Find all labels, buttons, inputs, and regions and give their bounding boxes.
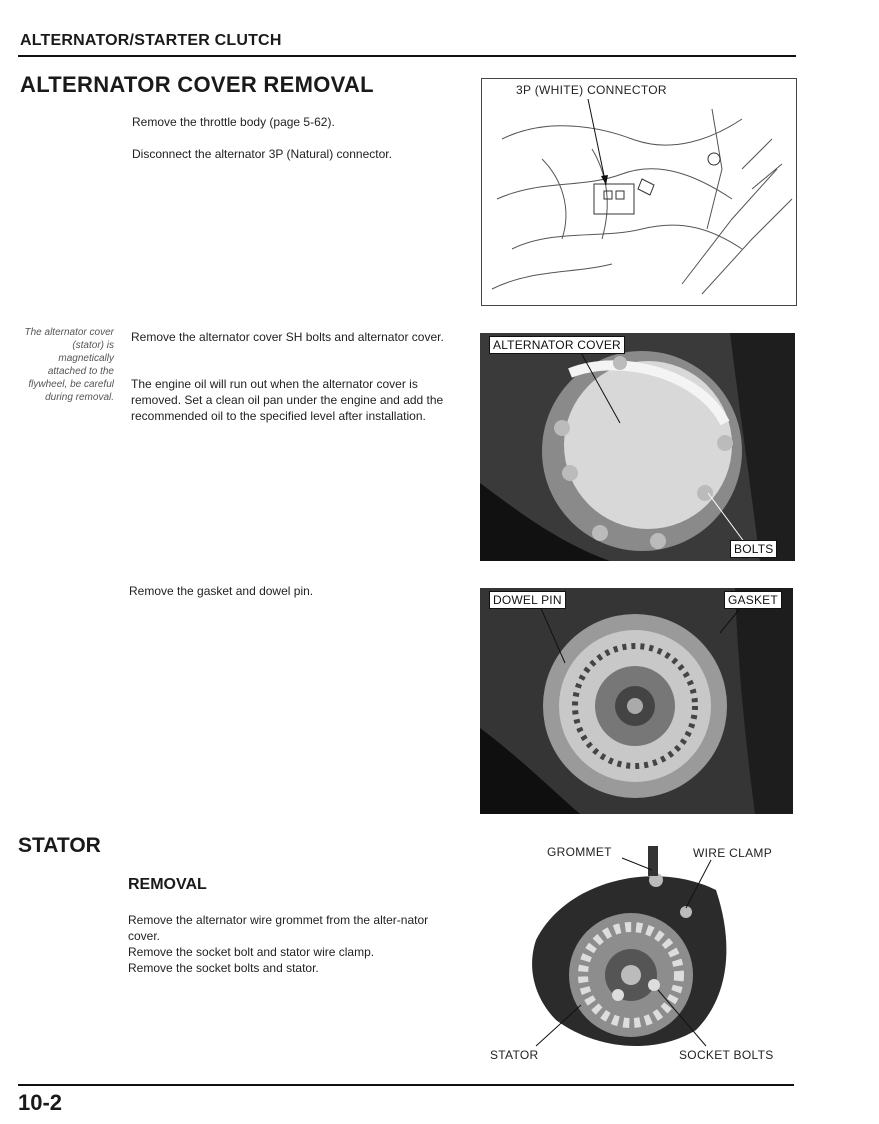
stator-image — [486, 840, 796, 1068]
dowel-pin-label: DOWEL PIN — [489, 591, 566, 609]
alternator-cover-image — [480, 333, 795, 561]
step-remove-grommet: Remove the alternator wire grommet from the alter-nator cover. — [128, 913, 429, 943]
alternator-cover-photo — [480, 333, 795, 561]
socket-bolts-label: SOCKET BOLTS — [679, 1048, 774, 1062]
header-rule — [18, 55, 796, 57]
alternator-cover-label: ALTERNATOR COVER — [489, 336, 625, 354]
side-note: The alternator cover (stator) is magnetically attached to the flywheel, be careful during removal. — [24, 327, 114, 403]
gasket-label: GASKET — [724, 591, 782, 609]
step-remove-gasket: Remove the gasket and dowel pin. — [129, 584, 314, 598]
bolts-label: BOLTS — [730, 540, 777, 558]
stator-figure — [486, 840, 796, 1068]
gasket-dowel-image — [480, 588, 793, 814]
page-title: ALTERNATOR COVER REMOVAL — [20, 72, 374, 97]
wire-clamp-label: WIRE CLAMP — [693, 846, 773, 860]
removal-subtitle: REMOVAL — [128, 876, 207, 893]
connector-figure — [481, 78, 797, 306]
step-oil-note: The engine oil will run out when the alternator cover is removed. Set a clean oil pan under the engine and add the recommended oil to the specified level after installation. — [131, 377, 444, 423]
footer-rule — [18, 1084, 794, 1086]
step-remove-stator: Remove the socket bolts and stator. — [128, 961, 319, 975]
step-remove-cover: Remove the alternator cover SH bolts and alternator cover. — [131, 330, 444, 344]
step-remove-wire-clamp: Remove the socket bolt and stator wire clamp. — [128, 945, 375, 959]
page-number: 10-2 — [18, 1090, 63, 1115]
step-disconnect-connector: Disconnect the alternator 3P (Natural) connector. — [132, 147, 392, 161]
gasket-dowel-photo — [480, 588, 793, 814]
step-throttle-body: Remove the throttle body (page 5-62). — [132, 115, 335, 129]
stator-label: STATOR — [490, 1048, 539, 1062]
connector-label: 3P (WHITE) CONNECTOR — [516, 83, 667, 97]
stator-title: STATOR — [18, 834, 101, 857]
grommet-label: GROMMET — [547, 845, 612, 859]
connector-drawing — [482, 79, 796, 305]
section-header: ALTERNATOR/STARTER CLUTCH — [20, 32, 282, 49]
